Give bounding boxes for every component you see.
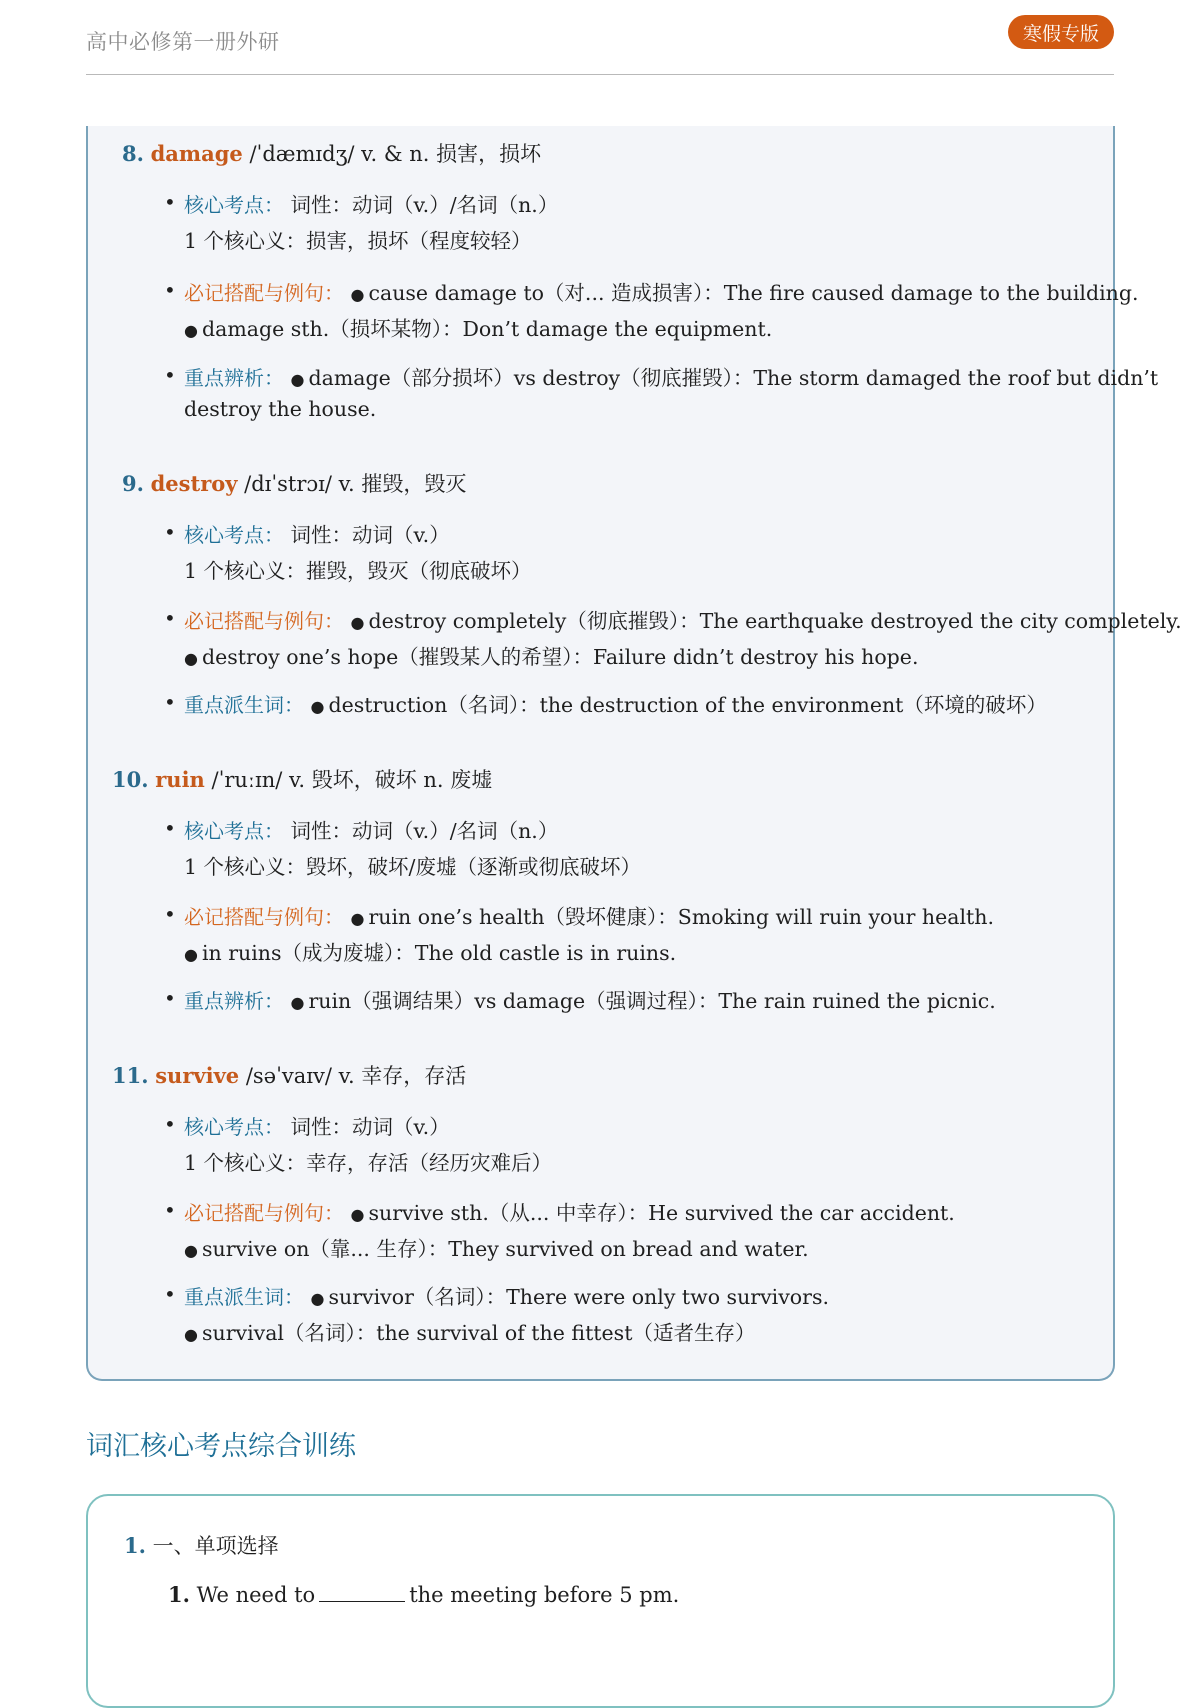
- entry-word: ruin: [155, 767, 205, 792]
- entry-number: 8.: [122, 141, 144, 166]
- collocation-label: 必记搭配与例句：: [184, 1201, 344, 1225]
- derivative-label: 重点派生词：: [184, 693, 304, 717]
- header-divider: [86, 74, 1114, 75]
- question-item: [168, 1582, 679, 1607]
- edition-badge: 寒假专版: [1008, 15, 1114, 49]
- bullet-icon: •: [164, 690, 176, 714]
- dot-icon: ●: [184, 1241, 198, 1260]
- bullet-icon: •: [164, 1282, 176, 1306]
- bullet-icon: •: [164, 1112, 176, 1136]
- dot-icon: ●: [310, 1289, 325, 1308]
- core-point-label: 核心考点：: [184, 523, 284, 547]
- bullet-icon: •: [164, 816, 176, 840]
- entry-word: survive: [155, 1063, 240, 1088]
- exercise-card: [86, 1494, 1115, 1708]
- core-point-label: 核心考点：: [184, 193, 284, 217]
- bullet-icon: •: [164, 606, 176, 630]
- core-meaning-line: 1 个核心义：损害，损坏（程度较轻）: [184, 229, 532, 253]
- discrimination-label: 重点辨析：: [184, 989, 284, 1013]
- bullet-icon: •: [164, 190, 176, 214]
- dot-icon: ●: [290, 993, 305, 1012]
- answer-blank[interactable]: [319, 1583, 405, 1602]
- exercise-number: 1.: [124, 1533, 146, 1558]
- dot-icon: ●: [290, 370, 305, 389]
- core-point-line: [184, 518, 450, 548]
- entry-number: 11.: [112, 1063, 149, 1088]
- core-meaning-line: 1 个核心义：摧毁，毁灭（彻底破坏）: [184, 559, 532, 583]
- discrimination-text: ruin（强调结果）vs damage（强调过程）：The rain ruined the picnic.: [308, 989, 996, 1013]
- question-text-after: the meeting before 5 pm.: [409, 1583, 680, 1607]
- vocabulary-card: [86, 126, 1182, 1381]
- collocation-example: cause damage to（对... 造成损害）：The fire caused damage to the building.: [368, 281, 1139, 305]
- bullet-icon: •: [164, 520, 176, 544]
- dot-icon: ●: [310, 697, 325, 716]
- entry-word: destroy: [150, 471, 238, 496]
- entry-word-line: [112, 1060, 466, 1090]
- entry-pronunciation: /səˈvaɪv/ v. 幸存，存活: [239, 1064, 467, 1088]
- core-point-pos: 词性：动词（v.）/名词（n.）: [290, 819, 559, 843]
- discrimination-continued: destroy the house.: [184, 397, 377, 421]
- entry-word-line: [112, 764, 492, 794]
- collocation-line-2: [184, 312, 772, 342]
- dot-icon: ●: [350, 1205, 365, 1224]
- collocation-label: 必记搭配与例句：: [184, 281, 344, 305]
- derivative-line: [184, 1280, 829, 1310]
- question-number: 1.: [168, 1582, 190, 1607]
- dot-icon: ●: [350, 285, 365, 304]
- core-point-line: [184, 188, 558, 218]
- discrimination-text: damage（部分损坏）vs destroy（彻底摧毁）：The storm damaged the roof but didn’t: [308, 366, 1159, 390]
- bullet-icon: •: [164, 986, 176, 1010]
- core-meaning-line: 1 个核心义：毁坏，破坏/废墟（逐渐或彻底破坏）: [184, 855, 641, 879]
- collocation-example: destroy completely（彻底摧毁）：The earthquake destroyed the city completely.: [368, 609, 1182, 633]
- derivative-text: survival（名词）：the survival of the fittest（适者生存）: [201, 1321, 756, 1345]
- collocation-example: ruin one’s health（毁坏健康）：Smoking will ruin your health.: [368, 905, 994, 929]
- exercise-heading-text: 一、单项选择: [152, 1534, 279, 1558]
- derivative-line-2: [184, 1316, 755, 1346]
- exercise-heading: [124, 1530, 279, 1560]
- collocation-example: survive sth.（从... 中幸存）：He survived the car accident.: [368, 1201, 955, 1225]
- page-header-title: 高中必修第一册外研: [86, 30, 280, 54]
- bullet-icon: •: [164, 1198, 176, 1222]
- derivative-text: survivor（名词）：There were only two survivors.: [328, 1285, 829, 1309]
- collocation-example: survive on（靠... 生存）：They survived on bread and water.: [201, 1237, 809, 1261]
- discrimination-line: [184, 361, 1158, 391]
- entry-pronunciation: /dɪˈstrɔɪ/ v. 摧毁，毁灭: [237, 472, 467, 496]
- dot-icon: ●: [350, 909, 365, 928]
- collocation-line: [184, 276, 1139, 306]
- core-point-pos: 词性：动词（v.）: [290, 523, 450, 547]
- derivative-line: [184, 688, 1047, 718]
- core-point-line: [184, 1110, 450, 1140]
- collocation-line-2: [184, 640, 918, 670]
- core-meaning-line: 1 个核心义：幸存，存活（经历灾难后）: [184, 1151, 553, 1175]
- discrimination-line: [184, 984, 996, 1014]
- collocation-line-2: [184, 936, 676, 966]
- entry-pronunciation: /ˈruːɪn/ v. 毁坏，破坏 n. 废墟: [204, 768, 493, 792]
- dot-icon: ●: [184, 1325, 198, 1344]
- dot-icon: ●: [184, 649, 198, 668]
- bullet-icon: •: [164, 902, 176, 926]
- dot-icon: ●: [350, 613, 365, 632]
- entry-pronunciation: /ˈdæmɪdʒ/ v. & n. 损害，损坏: [242, 142, 542, 166]
- core-point-pos: 词性：动词（v.）: [290, 1115, 450, 1139]
- entry-number: 10.: [112, 767, 149, 792]
- derivative-label: 重点派生词：: [184, 1285, 304, 1309]
- core-point-pos: 词性：动词（v.）/名词（n.）: [290, 193, 559, 217]
- collocation-label: 必记搭配与例句：: [184, 609, 344, 633]
- core-point-label: 核心考点：: [184, 819, 284, 843]
- dot-icon: ●: [184, 945, 198, 964]
- collocation-example: destroy one’s hope（摧毁某人的希望）：Failure didn’t destroy his hope.: [201, 645, 919, 669]
- collocation-example: damage sth.（损坏某物）：Don’t damage the equipment.: [201, 317, 773, 341]
- dot-icon: ●: [184, 321, 198, 340]
- entry-word-line: [122, 468, 466, 498]
- bullet-icon: •: [164, 278, 176, 302]
- collocation-line: [184, 1196, 955, 1226]
- collocation-line: [184, 604, 1182, 634]
- entry-word: damage: [150, 141, 243, 166]
- derivative-text: destruction（名词）：the destruction of the environment（环境的破坏）: [328, 693, 1047, 717]
- core-point-label: 核心考点：: [184, 1115, 284, 1139]
- collocation-example: in ruins（成为废墟）：The old castle is in ruins.: [201, 941, 677, 965]
- core-point-line: [184, 814, 558, 844]
- collocation-label: 必记搭配与例句：: [184, 905, 344, 929]
- discrimination-label: 重点辨析：: [184, 366, 284, 390]
- entry-word-line: [122, 138, 541, 168]
- entry-number: 9.: [122, 471, 144, 496]
- collocation-line-2: [184, 1232, 809, 1262]
- bullet-icon: •: [164, 363, 176, 387]
- collocation-line: [184, 900, 994, 930]
- question-text-before: We need to: [196, 1583, 316, 1607]
- section-title: 词汇核心考点综合训练: [86, 1431, 356, 1462]
